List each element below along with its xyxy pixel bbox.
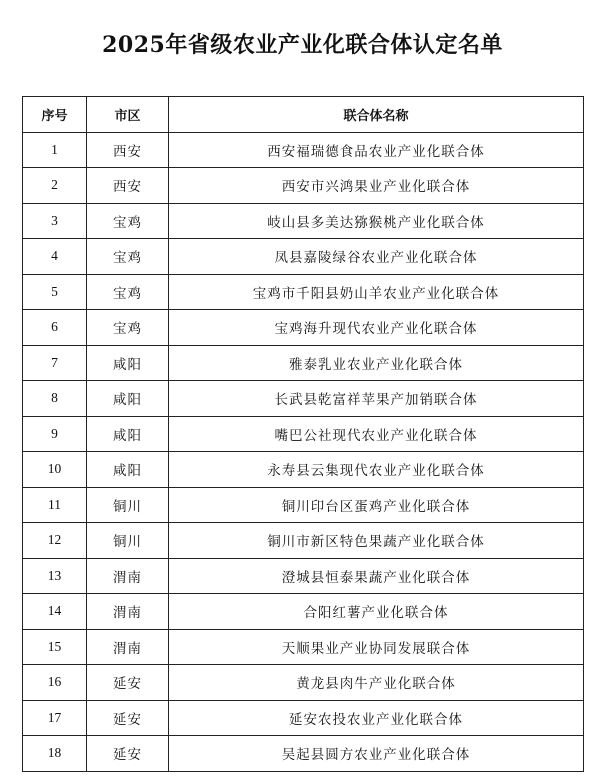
row-city: 宝鸡	[87, 274, 169, 310]
row-index: 2	[23, 168, 87, 204]
row-city: 铜川	[87, 487, 169, 523]
row-alliance-name: 嘴巴公社现代农业产业化联合体	[169, 416, 584, 452]
table-body	[23, 132, 584, 771]
table-row	[23, 700, 584, 736]
row-city: 西安	[87, 132, 169, 168]
row-index: 14	[23, 594, 87, 630]
row-alliance-name: 天顺果业产业协同发展联合体	[169, 629, 584, 665]
row-city: 延安	[87, 665, 169, 701]
row-city: 宝鸡	[87, 310, 169, 346]
row-city: 宝鸡	[87, 203, 169, 239]
table-row	[23, 345, 584, 381]
row-city: 咸阳	[87, 416, 169, 452]
row-alliance-name: 铜川印台区蛋鸡产业化联合体	[169, 487, 584, 523]
row-index: 1	[23, 132, 87, 168]
row-alliance-name: 宝鸡市千阳县奶山羊农业产业化联合体	[169, 274, 584, 310]
row-index: 17	[23, 700, 87, 736]
row-city: 宝鸡	[87, 239, 169, 275]
header-city: 市区	[87, 97, 169, 133]
row-index: 11	[23, 487, 87, 523]
row-index: 12	[23, 523, 87, 559]
row-city: 咸阳	[87, 452, 169, 488]
row-alliance-name: 澄城县恒泰果蔬产业化联合体	[169, 558, 584, 594]
row-alliance-name: 宝鸡海升现代农业产业化联合体	[169, 310, 584, 346]
table-row	[23, 239, 584, 275]
document-title: 2025年省级农业产业化联合体认定名单	[102, 32, 503, 58]
row-alliance-name: 雅泰乳业农业产业化联合体	[169, 345, 584, 381]
row-city: 铜川	[87, 523, 169, 559]
table-header-row	[23, 97, 584, 133]
row-index: 18	[23, 736, 87, 772]
row-alliance-name: 西安市兴鸿果业产业化联合体	[169, 168, 584, 204]
row-index: 8	[23, 381, 87, 417]
table-row	[23, 168, 584, 204]
table-row	[23, 523, 584, 559]
table-row	[23, 416, 584, 452]
table-row	[23, 203, 584, 239]
header-alliance-name: 联合体名称	[169, 97, 584, 133]
row-index: 7	[23, 345, 87, 381]
row-index: 16	[23, 665, 87, 701]
row-city: 咸阳	[87, 345, 169, 381]
row-index: 3	[23, 203, 87, 239]
row-city: 渭南	[87, 558, 169, 594]
alliance-list-table	[22, 96, 584, 772]
row-index: 15	[23, 629, 87, 665]
row-alliance-name: 延安农投农业产业化联合体	[169, 700, 584, 736]
row-alliance-name: 吴起县圆方农业产业化联合体	[169, 736, 584, 772]
table-row	[23, 487, 584, 523]
table-row	[23, 665, 584, 701]
row-alliance-name: 永寿县云集现代农业产业化联合体	[169, 452, 584, 488]
row-city: 延安	[87, 736, 169, 772]
table-row	[23, 310, 584, 346]
row-city: 西安	[87, 168, 169, 204]
table-row	[23, 452, 584, 488]
table-row	[23, 274, 584, 310]
table-row	[23, 594, 584, 630]
row-alliance-name: 岐山县多美达猕猴桃产业化联合体	[169, 203, 584, 239]
table-row	[23, 736, 584, 772]
table-row	[23, 629, 584, 665]
row-index: 13	[23, 558, 87, 594]
row-city: 渭南	[87, 629, 169, 665]
table-row	[23, 132, 584, 168]
row-index: 4	[23, 239, 87, 275]
row-alliance-name: 黄龙县肉牛产业化联合体	[169, 665, 584, 701]
row-alliance-name: 凤县嘉陵绿谷农业产业化联合体	[169, 239, 584, 275]
row-alliance-name: 铜川市新区特色果蔬产业化联合体	[169, 523, 584, 559]
row-city: 渭南	[87, 594, 169, 630]
row-index: 5	[23, 274, 87, 310]
row-index: 6	[23, 310, 87, 346]
row-alliance-name: 长武县乾富祥苹果产加销联合体	[169, 381, 584, 417]
row-alliance-name: 西安福瑞德食品农业产业化联合体	[169, 132, 584, 168]
header-index: 序号	[23, 97, 87, 133]
row-index: 9	[23, 416, 87, 452]
table-row	[23, 381, 584, 417]
row-alliance-name: 合阳红薯产业化联合体	[169, 594, 584, 630]
row-index: 10	[23, 452, 87, 488]
row-city: 延安	[87, 700, 169, 736]
table-row	[23, 558, 584, 594]
row-city: 咸阳	[87, 381, 169, 417]
